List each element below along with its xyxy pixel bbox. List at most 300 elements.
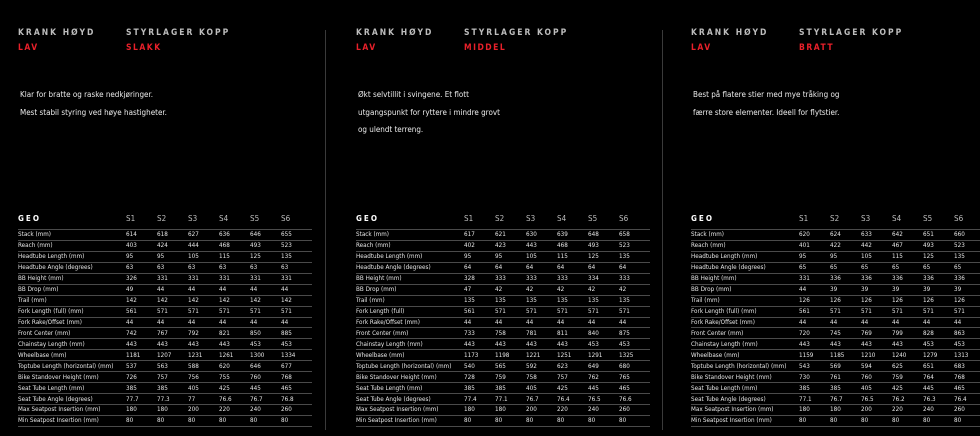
row-value: 444	[188, 240, 219, 251]
row-label: Fork Rake/Offset (mm)	[356, 317, 464, 328]
row-value: 334	[588, 273, 619, 284]
row-value: 336	[923, 273, 954, 284]
row-label: Max Seatpost Insertion (mm)	[356, 405, 464, 416]
size-header: S6	[281, 214, 291, 223]
row-value: 493	[250, 240, 281, 251]
table-row	[691, 273, 980, 284]
row-value: 561	[126, 306, 157, 317]
table-row	[356, 306, 650, 317]
row-label: Fork Length (full)	[356, 306, 464, 317]
table-row	[356, 405, 650, 416]
row-value: 617	[464, 230, 495, 241]
geometry-table	[691, 211, 980, 427]
row-value: 44	[495, 317, 526, 328]
row-value: 42	[557, 284, 588, 295]
row-value: 651	[923, 230, 954, 241]
row-value: 425	[557, 383, 588, 394]
table-header-row	[18, 211, 312, 230]
row-value: 135	[464, 295, 495, 306]
row-value: 80	[557, 415, 588, 426]
row-value: 623	[557, 361, 588, 372]
row-value: 135	[954, 251, 980, 262]
row-value: 1261	[219, 350, 250, 361]
row-value: 80	[619, 415, 650, 426]
table-row	[691, 251, 980, 262]
row-value: 443	[861, 339, 892, 350]
description-line: færre store elementer. Ideell for flytstier.	[693, 107, 840, 117]
row-value: 680	[619, 361, 650, 372]
row-value: 571	[188, 306, 219, 317]
table-row	[18, 339, 312, 350]
row-value: 443	[188, 339, 219, 350]
row-value: 624	[830, 230, 861, 241]
size-header: S2	[830, 214, 840, 223]
row-value: 64	[588, 262, 619, 273]
table-row	[356, 350, 650, 361]
row-label: Seat Tube Angle (degrees)	[691, 394, 799, 405]
row-label: Reach (mm)	[356, 240, 464, 251]
row-value: 618	[157, 230, 188, 241]
row-value: 44	[588, 317, 619, 328]
row-value: 762	[588, 372, 619, 383]
table-row	[691, 262, 980, 273]
row-value: 443	[495, 339, 526, 350]
row-value: 757	[557, 372, 588, 383]
row-value: 105	[526, 251, 557, 262]
krank-heading: KRANK HØYD	[356, 28, 434, 38]
row-value: 333	[526, 273, 557, 284]
row-label: Min Seatpost Insertion (mm)	[691, 415, 799, 426]
description-line: Økt selvtillit i svingene. Et flott	[358, 90, 469, 99]
table-row	[691, 405, 980, 416]
row-value: 240	[250, 405, 281, 416]
row-value: 76.7	[250, 394, 281, 405]
row-value: 571	[619, 306, 650, 317]
row-value: 614	[126, 230, 157, 241]
row-label: BB Height (mm)	[691, 273, 799, 284]
row-value: 63	[219, 262, 250, 273]
row-value: 77.1	[495, 394, 526, 405]
row-value: 561	[464, 306, 495, 317]
row-value: 726	[126, 372, 157, 383]
row-value: 571	[557, 306, 588, 317]
table-row	[691, 361, 980, 372]
row-value: 765	[619, 372, 650, 383]
table-row	[18, 251, 312, 262]
row-value: 76.2	[892, 394, 923, 405]
row-value: 64	[619, 262, 650, 273]
table-row	[356, 317, 650, 328]
row-label: Headtube Length (mm)	[691, 251, 799, 262]
row-value: 757	[157, 372, 188, 383]
row-value: 331	[188, 273, 219, 284]
table-row	[691, 328, 980, 339]
row-value: 443	[557, 339, 588, 350]
row-value: 453	[281, 339, 312, 350]
row-value: 44	[157, 284, 188, 295]
row-value: 642	[892, 230, 923, 241]
row-value: 115	[219, 251, 250, 262]
table-row	[356, 383, 650, 394]
row-value: 135	[619, 251, 650, 262]
row-value: 180	[126, 405, 157, 416]
row-label: Wheelbase (mm)	[18, 350, 126, 361]
row-value: 331	[281, 273, 312, 284]
row-value: 621	[495, 230, 526, 241]
row-value: 47	[464, 284, 495, 295]
row-value: 1207	[157, 350, 188, 361]
row-value: 767	[157, 328, 188, 339]
row-value: 115	[892, 251, 923, 262]
table-row	[18, 306, 312, 317]
row-value: 759	[892, 372, 923, 383]
row-value: 76.8	[281, 394, 312, 405]
row-value: 571	[495, 306, 526, 317]
table-header-row	[691, 211, 980, 230]
row-label: Max Seatpost Insertion (mm)	[18, 405, 126, 416]
row-value: 769	[861, 328, 892, 339]
size-header: S5	[250, 214, 260, 223]
row-label: Seat Tube Length (mm)	[691, 383, 799, 394]
row-value: 755	[219, 372, 250, 383]
row-value: 220	[557, 405, 588, 416]
row-label: Bike Standover Height (mm)	[691, 372, 799, 383]
row-value: 44	[526, 317, 557, 328]
row-value: 260	[954, 405, 980, 416]
row-value: 95	[830, 251, 861, 262]
row-value: 39	[892, 284, 923, 295]
row-value: 80	[830, 415, 861, 426]
row-value: 326	[126, 273, 157, 284]
row-value: 764	[923, 372, 954, 383]
row-value: 80	[526, 415, 557, 426]
row-value: 1159	[799, 350, 830, 361]
row-value: 180	[830, 405, 861, 416]
row-value: 77.4	[464, 394, 495, 405]
size-header: S4	[892, 214, 902, 223]
row-value: 625	[892, 361, 923, 372]
row-value: 756	[188, 372, 219, 383]
row-value: 442	[861, 240, 892, 251]
row-value: 39	[954, 284, 980, 295]
table-row	[691, 230, 980, 241]
row-value: 465	[619, 383, 650, 394]
row-value: 126	[892, 295, 923, 306]
table-row	[18, 361, 312, 372]
row-value: 443	[157, 339, 188, 350]
table-row	[691, 317, 980, 328]
table-row	[356, 262, 650, 273]
row-value: 80	[126, 415, 157, 426]
row-value: 592	[526, 361, 557, 372]
row-label: Trail (mm)	[691, 295, 799, 306]
row-label: Bike Standover Height (mm)	[18, 372, 126, 383]
row-value: 425	[219, 383, 250, 394]
size-header: S1	[126, 214, 136, 223]
row-value: 142	[219, 295, 250, 306]
row-label: Seat Tube Length (mm)	[18, 383, 126, 394]
row-value: 1313	[954, 350, 980, 361]
row-value: 445	[923, 383, 954, 394]
row-value: 571	[281, 306, 312, 317]
styrlager-value: MIDDEL	[464, 43, 507, 53]
row-value: 443	[526, 339, 557, 350]
row-value: 385	[126, 383, 157, 394]
table-row	[691, 240, 980, 251]
krank-value: LAV	[691, 43, 712, 53]
description-line: og ulendt terreng.	[358, 125, 424, 134]
row-value: 523	[619, 240, 650, 251]
size-header: S2	[157, 214, 167, 223]
row-value: 142	[188, 295, 219, 306]
row-value: 44	[188, 284, 219, 295]
row-value: 781	[526, 328, 557, 339]
row-value: 385	[799, 383, 830, 394]
table-row	[18, 415, 312, 426]
row-value: 405	[526, 383, 557, 394]
row-value: 443	[126, 339, 157, 350]
row-value: 401	[799, 240, 830, 251]
row-value: 660	[954, 230, 980, 241]
row-value: 42	[526, 284, 557, 295]
row-value: 63	[126, 262, 157, 273]
geometry-table	[18, 211, 312, 427]
row-value: 80	[250, 415, 281, 426]
row-value: 95	[157, 251, 188, 262]
row-label: Headtube Angle (degrees)	[18, 262, 126, 273]
row-label: Trail (mm)	[356, 295, 464, 306]
row-value: 1251	[557, 350, 588, 361]
row-value: 1198	[495, 350, 526, 361]
setup-description	[20, 86, 167, 121]
row-value: 405	[861, 383, 892, 394]
row-label: Reach (mm)	[18, 240, 126, 251]
row-value: 658	[619, 230, 650, 241]
description-line: Klar for bratte og raske nedkjøringer.	[20, 90, 153, 99]
table-row	[18, 383, 312, 394]
row-value: 65	[799, 262, 830, 273]
row-label: Toptube Length (horizontal) (mm)	[691, 361, 799, 372]
krank-heading: KRANK HØYD	[691, 28, 769, 38]
row-value: 443	[892, 339, 923, 350]
row-value: 64	[557, 262, 588, 273]
krank-value: LAV	[356, 43, 377, 53]
row-value: 742	[126, 328, 157, 339]
row-value: 44	[250, 317, 281, 328]
table-row	[691, 295, 980, 306]
table-row	[18, 295, 312, 306]
row-value: 423	[495, 240, 526, 251]
row-value: 758	[495, 328, 526, 339]
row-label: Fork Length (full) (mm)	[691, 306, 799, 317]
panel-divider	[325, 30, 326, 430]
row-value: 655	[281, 230, 312, 241]
row-value: 1334	[281, 350, 312, 361]
row-value: 571	[923, 306, 954, 317]
row-value: 850	[250, 328, 281, 339]
row-value: 44	[923, 317, 954, 328]
row-value: 405	[188, 383, 219, 394]
row-value: 76.5	[588, 394, 619, 405]
table-row	[356, 361, 650, 372]
geo-header: GEO	[691, 214, 714, 223]
row-value: 65	[830, 262, 861, 273]
row-value: 443	[526, 240, 557, 251]
row-value: 468	[557, 240, 588, 251]
row-value: 761	[830, 372, 861, 383]
row-value: 863	[954, 328, 980, 339]
table-row	[18, 262, 312, 273]
row-value: 65	[892, 262, 923, 273]
row-value: 799	[892, 328, 923, 339]
row-value: 42	[495, 284, 526, 295]
row-value: 126	[923, 295, 954, 306]
row-value: 733	[464, 328, 495, 339]
row-value: 44	[126, 317, 157, 328]
table-row	[18, 284, 312, 295]
row-value: 76.3	[923, 394, 954, 405]
row-label: Chainstay Length (mm)	[18, 339, 126, 350]
row-value: 651	[923, 361, 954, 372]
row-value: 80	[923, 415, 954, 426]
table-row	[691, 394, 980, 405]
row-value: 588	[188, 361, 219, 372]
row-label: BB Drop (mm)	[356, 284, 464, 295]
row-value: 200	[861, 405, 892, 416]
row-value: 571	[250, 306, 281, 317]
table-row	[18, 328, 312, 339]
row-value: 76.7	[526, 394, 557, 405]
row-label: Trail (mm)	[18, 295, 126, 306]
row-label: Front Center (mm)	[691, 328, 799, 339]
row-value: 646	[250, 361, 281, 372]
row-value: 142	[157, 295, 188, 306]
row-value: 1221	[526, 350, 557, 361]
row-value: 465	[954, 383, 980, 394]
table-row	[691, 372, 980, 383]
row-value: 80	[157, 415, 188, 426]
row-value: 336	[892, 273, 923, 284]
row-value: 44	[619, 317, 650, 328]
row-value: 76.4	[954, 394, 980, 405]
size-header: S4	[219, 214, 229, 223]
row-label: Toptube Length (horizontal) (mm)	[18, 361, 126, 372]
row-value: 1279	[923, 350, 954, 361]
row-label: Stack (mm)	[356, 230, 464, 241]
row-value: 80	[495, 415, 526, 426]
row-value: 571	[954, 306, 980, 317]
row-value: 445	[588, 383, 619, 394]
table-row	[356, 328, 650, 339]
row-value: 180	[157, 405, 188, 416]
row-value: 760	[861, 372, 892, 383]
row-value: 44	[830, 317, 861, 328]
row-value: 443	[830, 339, 861, 350]
row-value: 443	[219, 339, 250, 350]
row-value: 571	[830, 306, 861, 317]
table-row	[18, 240, 312, 251]
row-value: 200	[188, 405, 219, 416]
table-row	[356, 295, 650, 306]
styrlager-heading: STYRLAGER KOPP	[126, 28, 231, 38]
row-value: 540	[464, 361, 495, 372]
size-header: S3	[188, 214, 198, 223]
row-value: 543	[799, 361, 830, 372]
row-value: 425	[892, 383, 923, 394]
row-value: 828	[923, 328, 954, 339]
row-value: 142	[126, 295, 157, 306]
row-value: 63	[250, 262, 281, 273]
row-value: 745	[830, 328, 861, 339]
row-value: 135	[619, 295, 650, 306]
setup-description	[358, 86, 500, 139]
row-value: 115	[557, 251, 588, 262]
styrlager-value: BRATT	[799, 43, 835, 53]
row-value: 403	[126, 240, 157, 251]
description-line: Best på flatere stier med mye tråking og	[693, 90, 840, 99]
row-value: 44	[861, 317, 892, 328]
row-value: 443	[464, 339, 495, 350]
row-value: 768	[954, 372, 980, 383]
row-value: 840	[588, 328, 619, 339]
row-value: 42	[588, 284, 619, 295]
row-value: 1210	[861, 350, 892, 361]
row-value: 65	[861, 262, 892, 273]
size-header: S1	[464, 214, 474, 223]
row-label: Seat Tube Angle (degrees)	[18, 394, 126, 405]
row-value: 180	[799, 405, 830, 416]
krank-value: LAV	[18, 43, 39, 53]
row-value: 453	[250, 339, 281, 350]
table-row	[691, 339, 980, 350]
row-value: 385	[495, 383, 526, 394]
row-value: 44	[799, 317, 830, 328]
row-label: Headtube Angle (degrees)	[356, 262, 464, 273]
row-value: 240	[923, 405, 954, 416]
row-value: 493	[923, 240, 954, 251]
table-row	[356, 230, 650, 241]
row-value: 64	[526, 262, 557, 273]
row-label: Min Seatpost Insertion (mm)	[356, 415, 464, 426]
table-row	[691, 415, 980, 426]
table-row	[18, 350, 312, 361]
row-value: 760	[250, 372, 281, 383]
size-header: S4	[557, 214, 567, 223]
row-value: 95	[464, 251, 495, 262]
row-label: BB Drop (mm)	[18, 284, 126, 295]
row-value: 1185	[830, 350, 861, 361]
panel-divider	[662, 30, 663, 430]
size-header: S2	[495, 214, 505, 223]
table-row	[18, 394, 312, 405]
row-value: 648	[588, 230, 619, 241]
styrlager-heading: STYRLAGER KOPP	[464, 28, 569, 38]
krank-heading: KRANK HØYD	[18, 28, 96, 38]
row-value: 80	[892, 415, 923, 426]
row-value: 220	[219, 405, 250, 416]
row-value: 44	[799, 284, 830, 295]
row-value: 95	[126, 251, 157, 262]
row-label: Wheelbase (mm)	[691, 350, 799, 361]
row-value: 561	[799, 306, 830, 317]
table-row	[691, 383, 980, 394]
row-value: 105	[188, 251, 219, 262]
row-value: 402	[464, 240, 495, 251]
row-value: 126	[799, 295, 830, 306]
styrlager-heading: STYRLAGER KOPP	[799, 28, 904, 38]
row-value: 44	[557, 317, 588, 328]
table-row	[18, 372, 312, 383]
